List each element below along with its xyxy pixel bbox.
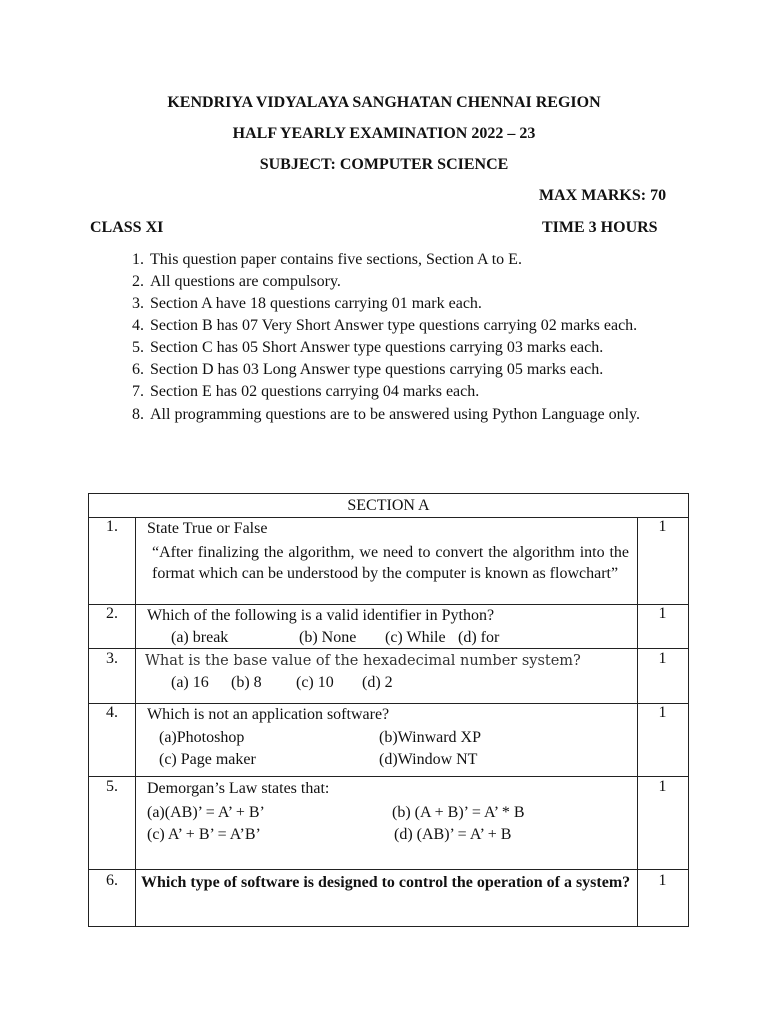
question-prompt: Demorgan’s Law states that: (147, 780, 330, 797)
instructions-list (120, 249, 706, 427)
section-a-table (88, 493, 689, 927)
option: (c) 10 (296, 674, 334, 691)
option: (b) (A + B)’ = A’ * B (392, 804, 525, 821)
option-line (147, 824, 629, 846)
question-number: 2. (106, 605, 118, 622)
question-marks: 1 (658, 518, 667, 535)
instruction-item: 4. Section B has 07 Very Short Answer type questions carrying 02 marks each. (148, 315, 706, 337)
question-number: 4. (106, 704, 118, 721)
option-line (147, 802, 629, 824)
option: (c) Page maker (159, 751, 256, 768)
question-marks: 1 (658, 872, 667, 889)
class-label: CLASS XI (90, 219, 164, 236)
question-prompt: What is the base value of the hexadecimal number system? (145, 653, 581, 669)
question-text: Which type of software is designed to control the operation of a system? (141, 874, 631, 891)
option: (a) 16 (171, 674, 209, 691)
instruction-item: 1. This question paper contains five sections, Section A to E. (148, 249, 706, 271)
row-divider (89, 869, 688, 870)
instruction-item: 5. Section C has 05 Short Answer type questions carrying 03 marks each. (148, 337, 706, 359)
option: (b) None (299, 629, 357, 646)
question-prompt: Which is not an application software? (147, 706, 390, 723)
question-prompt: Which of the following is a valid identifier in Python? (147, 607, 495, 624)
option-line (159, 749, 629, 771)
option: (b)Winward XP (379, 729, 481, 746)
option-line (171, 627, 629, 649)
max-marks: MAX MARKS: 70 (539, 187, 667, 204)
question-text (147, 605, 629, 649)
question-marks: 1 (658, 778, 667, 795)
option: (d) (AB)’ = A’ + B (394, 826, 512, 843)
option-line (159, 727, 629, 749)
subject-title: SUBJECT: COMPUTER SCIENCE (259, 156, 509, 173)
question-number: 3. (106, 650, 118, 667)
question-quote: “After finalizing the algorithm, we need to convert the algorithm into the format which can be understood by the computer is known as flowchart” (152, 544, 629, 582)
question-number: 6. (106, 872, 118, 889)
question-number: 5. (106, 778, 118, 795)
instruction-item: 3. Section A have 18 questions carrying 01 mark each. (148, 293, 706, 315)
option: (c) A’ + B’ = A’B’ (147, 826, 261, 843)
school-title: KENDRIYA VIDYALAYA SANGHATAN CHENNAI REGION (167, 94, 601, 111)
row-divider (89, 776, 688, 777)
question-text (145, 650, 627, 694)
instruction-item: 6. Section D has 03 Long Answer type questions carrying 05 marks each. (148, 359, 706, 381)
question-marks: 1 (658, 605, 667, 622)
option: (d)Window NT (379, 751, 478, 768)
option: (a) break (171, 629, 229, 646)
option: (c) While (385, 629, 446, 646)
question-number: 1. (106, 518, 118, 535)
exam-title: HALF YEARLY EXAMINATION 2022 – 23 (232, 125, 536, 142)
option: (b) 8 (231, 674, 262, 691)
option: (d) 2 (362, 674, 393, 691)
option: (a)(AB)’ = A’ + B’ (147, 804, 265, 821)
section-a-heading: SECTION A (89, 494, 688, 518)
option: (d) for (458, 629, 500, 646)
question-text (147, 704, 629, 771)
question-text (147, 518, 629, 584)
time-label: TIME 3 HOURS (542, 219, 658, 236)
instruction-item: 7. Section E has 02 questions carrying 04 marks each. (148, 381, 706, 403)
question-text (147, 778, 629, 846)
option-line (171, 672, 627, 694)
question-prompt: State True or False (147, 520, 268, 537)
question-marks: 1 (658, 704, 667, 721)
instruction-item: 8. All programming questions are to be answered using Python Language only. (148, 403, 706, 427)
instruction-item: 2. All questions are compulsory. (148, 271, 706, 293)
option: (a)Photoshop (159, 729, 245, 746)
column-divider (135, 517, 136, 926)
question-marks: 1 (658, 650, 667, 667)
